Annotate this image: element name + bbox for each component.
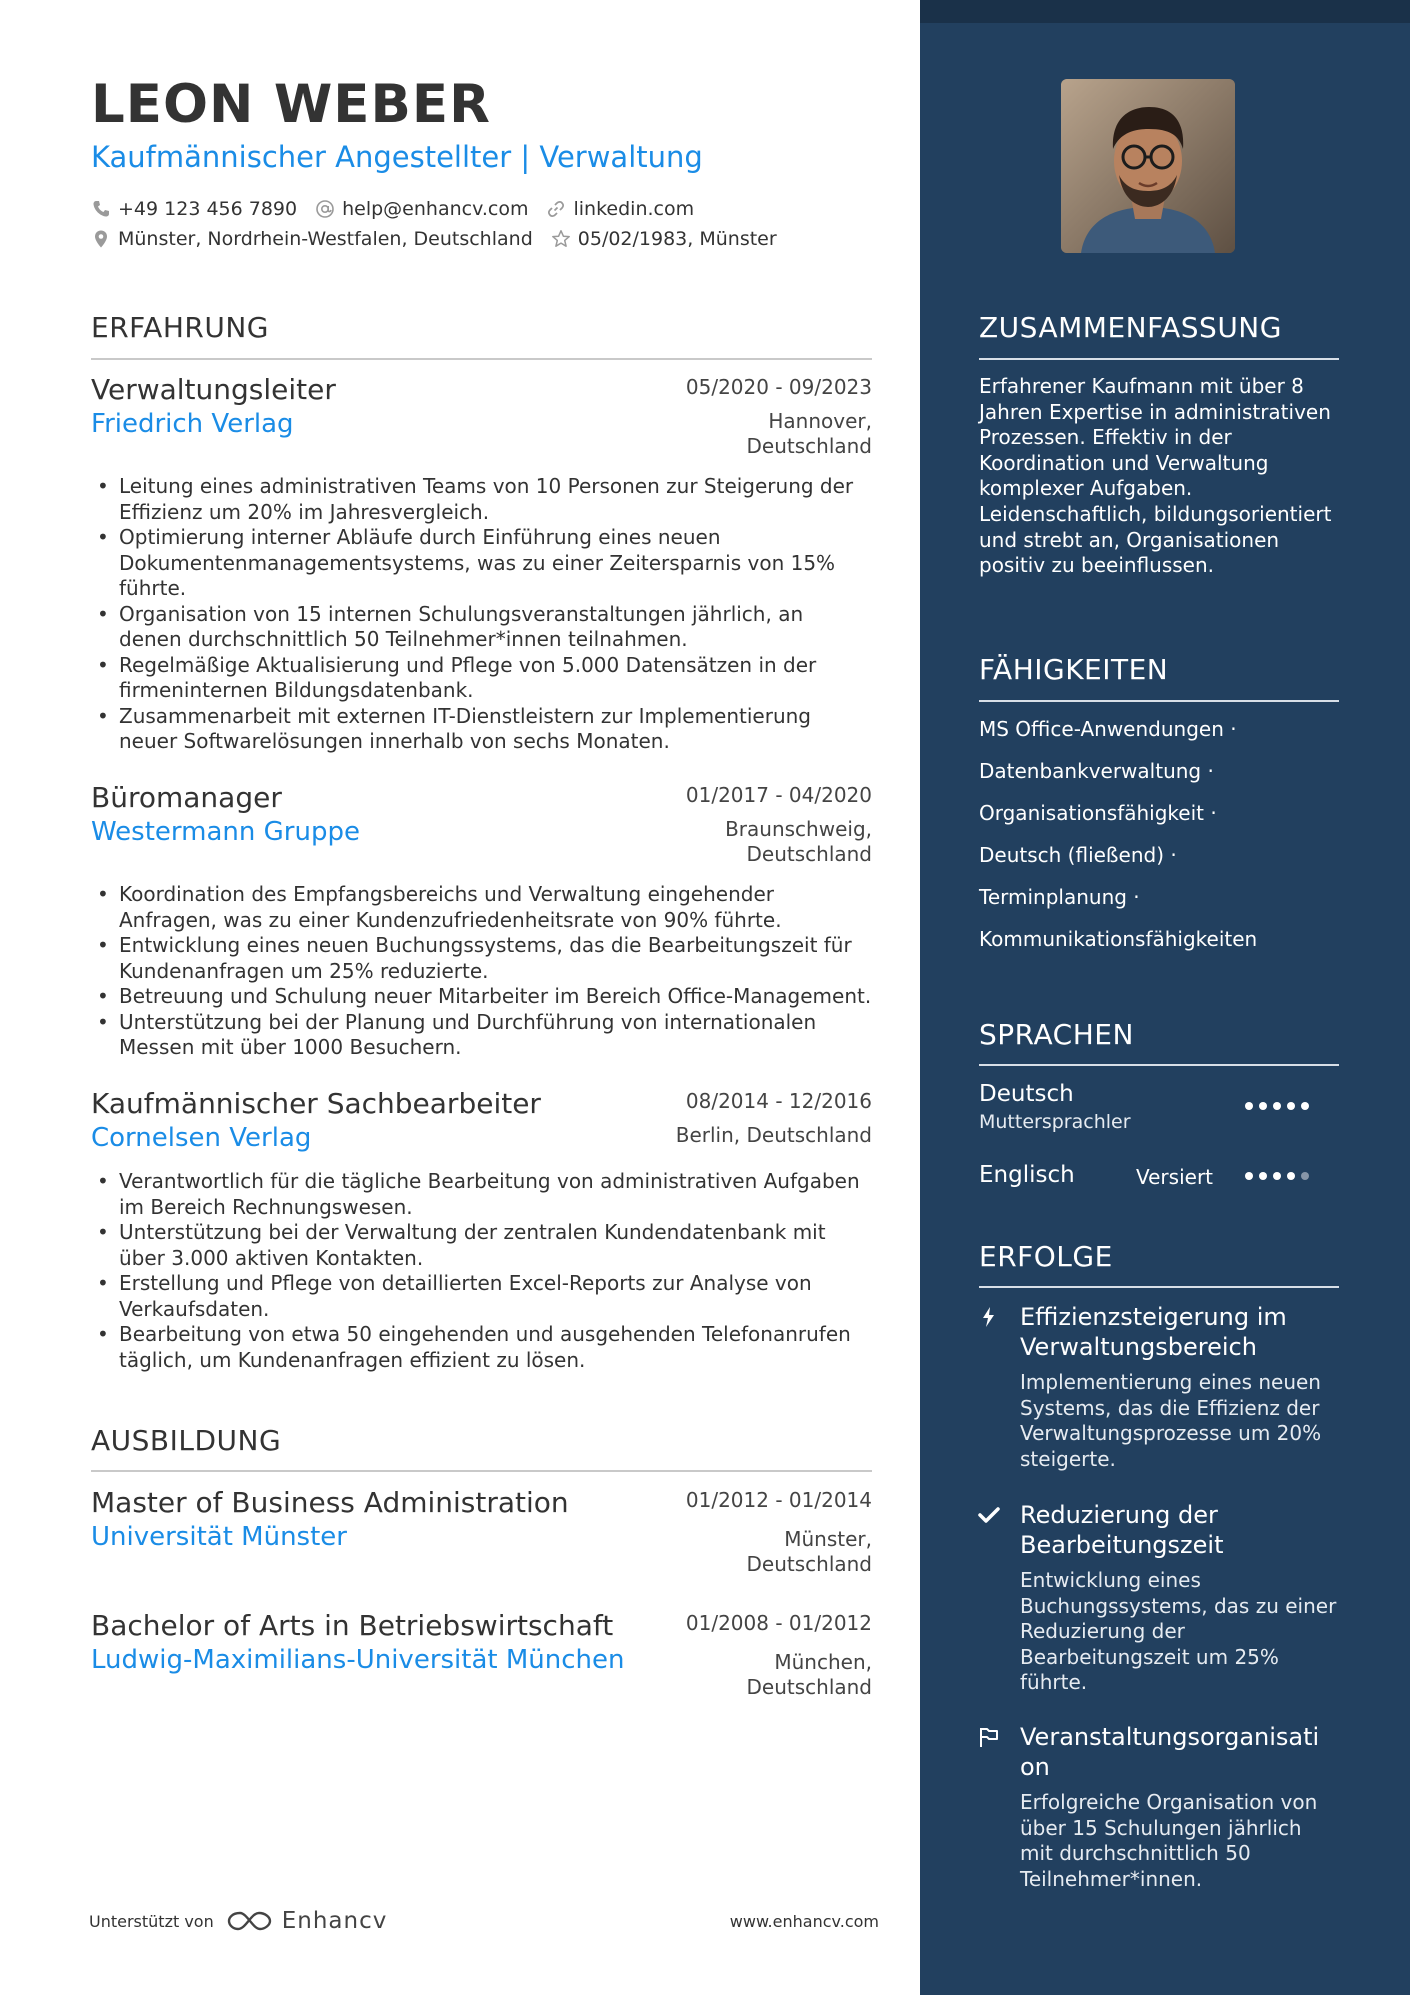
language-level: Muttersprachler [979,1111,1131,1133]
summary-divider [979,358,1339,360]
language-name: Englisch [979,1162,1075,1188]
rating-dot [1259,1172,1267,1180]
footer-url[interactable]: www.enhancv.com [729,1912,879,1931]
contact-birth [551,228,777,250]
link-icon [546,199,566,219]
star-icon [551,229,571,249]
bullet-item: • Organisation von 15 internen Schulungsveranstaltungen jährlich, an denen durchschnittlich 50 Teilnehmer*innen teilnahmen. [91,602,872,653]
brand-logo[interactable] [226,1908,388,1934]
school-name[interactable]: Universität Münster [91,1522,347,1552]
skill-item: Terminplanung · [979,885,1140,909]
job-title: Büromanager [91,781,282,814]
job-date: 08/2014 - 12/2016 [685,1089,872,1113]
bullet-item: • Optimierung interner Abläufe durch Einführung eines neuen Dokumentenmanagementsystems, was zu einer Zeitersparnis von 15% führte. [91,525,872,602]
education-entry [91,1609,872,1705]
achievement-text: Implementierung eines neuen Systems, das die Effizienz der Verwaltungsprozesse um 20% steigerte. [1020,1370,1322,1471]
achievements-title: ERFOLGE [979,1240,1113,1273]
education-date: 01/2012 - 01/2014 [685,1488,872,1512]
education-location-line1: München, [774,1650,872,1674]
achievement-title: Effizienzsteigerung im Verwaltungsbereich [1020,1303,1287,1361]
education-title: AUSBILDUNG [91,1424,282,1457]
bullet-item: • Erstellung und Pflege von detaillierten Excel-Reports zur Analyse von Verkaufsdaten. [91,1271,872,1322]
company-name[interactable]: Cornelsen Verlag [91,1123,312,1153]
education-location [747,1527,873,1577]
job-location-line1: Braunschweig, [725,817,872,841]
rating-dot [1273,1172,1281,1180]
candidate-role: Kaufmännischer Angestellter | Verwaltung [91,140,703,174]
achievements-divider [979,1286,1339,1288]
job-location-line1: Berlin, Deutschland [675,1123,872,1147]
brand-name: Enhancv [281,1908,388,1934]
birth-text: 05/02/1983, Münster [577,228,777,250]
education-location-line2: Deutschland [746,1675,872,1699]
job-location [676,1123,872,1148]
job-location-line1: Hannover, [768,409,872,433]
sidebar-top-bar [920,0,1410,23]
languages-divider [979,1064,1339,1066]
skill-item: Deutsch (fließend) · [979,843,1177,867]
profile-portrait-icon [1061,79,1235,253]
phone-icon [91,199,111,219]
language-level: Versiert [1136,1165,1214,1189]
job-title: Kaufmännischer Sachbearbeiter [91,1087,541,1120]
rating-dot [1301,1102,1309,1110]
enhancv-logo-icon [226,1909,274,1933]
contact-info [91,194,795,254]
contact-email[interactable] [315,198,528,220]
flag-icon [977,1725,1001,1749]
powered-by-label: Unterstützt von [89,1911,214,1931]
job-location [747,409,873,459]
school-name[interactable]: Ludwig-Maximilians-Universität München [91,1645,625,1675]
rating-dot [1287,1102,1295,1110]
education-location-line1: Münster, [784,1527,872,1551]
achievement-text: Entwicklung eines Buchungssystems, das zu einer Reduzierung der Bearbeitungszeit um 25% führte. [1020,1568,1337,1695]
skills-divider [979,700,1339,702]
job-entry [91,373,872,753]
experience-title: ERFAHRUNG [91,311,269,344]
footer [89,1900,879,1940]
job-location-line2: Deutschland [746,842,872,866]
bullet-item: • Bearbeitung von etwa 50 eingehenden und ausgehenden Telefonanrufen täglich, um Kundenanfragen effizient zu lösen. [91,1322,872,1373]
achievement-title: Veranstaltungsorganisati on [1020,1723,1320,1781]
education-divider [91,1470,872,1472]
bullet-item: • Unterstützung bei der Verwaltung der zentralen Kundendatenbank mit über 3.000 aktiven Kontakten. [91,1220,872,1271]
bullet-item: • Entwicklung eines neuen Buchungssystems, das die Bearbeitungszeit für Kundenanfragen um 25% reduzierte. [91,933,872,984]
language-rating [1245,1172,1315,1180]
rating-dot [1287,1172,1295,1180]
experience-divider [91,358,872,360]
at-icon [315,199,335,219]
languages-title: SPRACHEN [979,1018,1134,1051]
job-entry [91,1087,872,1372]
sidebar [920,0,1410,1995]
job-bullets [91,882,872,1061]
powered-by [89,1908,387,1934]
job-date: 01/2017 - 04/2020 [685,783,872,807]
profile-photo [1061,79,1235,253]
candidate-name: LEON WEBER [91,74,491,135]
rating-dot [1259,1102,1267,1110]
job-location-line2: Deutschland [746,434,872,458]
summary-text: Erfahrener Kaufmann mit über 8 Jahren Expertise in administrativen Prozessen. Effektiv in der Koordination und Verwaltung komplexer Aufgaben. Leidenschaftlich, bildungsorientiert und strebt an, Organisationen positiv zu beeinflussen. [979,374,1332,578]
location-pin-icon [91,229,111,249]
rating-dot [1301,1172,1309,1180]
achievement-text: Erfolgreiche Organisation von über 15 Schulungen jährlich mit durchschnittlich 50 Teilnehmer*innen. [1020,1790,1318,1891]
location-text: Münster, Nordrhein-Westfalen, Deutschland [118,228,533,250]
bullet-item: • Zusammenarbeit mit externen IT-Dienstleistern zur Implementierung neuer Softwarelösungen innerhalb von sechs Monaten. [91,704,872,755]
contact-linkedin[interactable] [546,198,694,220]
rating-dot [1273,1102,1281,1110]
achievement-title: Reduzierung der Bearbeitungszeit [1020,1501,1224,1559]
job-date: 05/2020 - 09/2023 [685,375,872,399]
summary-title: ZUSAMMENFASSUNG [979,311,1282,344]
education-date: 01/2008 - 01/2012 [685,1611,872,1635]
job-bullets [91,474,872,755]
company-name[interactable]: Westermann Gruppe [91,817,360,847]
language-rating [1245,1102,1315,1110]
job-title: Verwaltungsleiter [91,373,336,406]
degree-title: Bachelor of Arts in Betriebswirtschaft [91,1609,614,1642]
contact-phone[interactable] [91,198,297,220]
education-location [747,1650,873,1700]
education-location-line2: Deutschland [746,1552,872,1576]
bullet-item: • Betreuung und Schulung neuer Mitarbeiter im Bereich Office-Management. [91,984,872,1010]
linkedin-text: linkedin.com [573,198,695,220]
bullet-item: • Verantwortlich für die tägliche Bearbeitung von administrativen Aufgaben im Bereich Rechnungswesen. [91,1169,872,1220]
skill-item: MS Office-Anwendungen · [979,717,1237,741]
skill-item: Organisationsfähigkeit · [979,801,1217,825]
language-name: Deutsch [979,1081,1074,1107]
skills-title: FÄHIGKEITEN [979,653,1169,686]
checkmark-icon [977,1503,1001,1527]
education-entry [91,1486,872,1582]
job-bullets [91,1169,872,1373]
skill-item: Kommunikationsfähigkeiten [979,927,1258,951]
skill-item: Datenbankverwaltung · [979,759,1214,783]
job-entry [91,781,872,1059]
email-text: help@enhancv.com [342,198,529,220]
rating-dot [1245,1172,1253,1180]
job-location [725,817,872,867]
bullet-item: • Koordination des Empfangsbereichs und Verwaltung eingehender Anfragen, was zu einer Kundenzufriedenheitsrate von 90% führte. [91,882,872,933]
bullet-item: • Leitung eines administrativen Teams von 10 Personen zur Steigerung der Effizienz um 20% im Jahresvergleich. [91,474,872,525]
bullet-item: • Unterstützung bei der Planung und Durchführung von internationalen Messen mit über 1000 Besuchern. [91,1010,872,1061]
degree-title: Master of Business Administration [91,1486,569,1519]
phone-text: +49 123 456 7890 [118,198,298,220]
rating-dot [1245,1102,1253,1110]
lightning-icon [977,1305,1001,1329]
bullet-item: • Regelmäßige Aktualisierung und Pflege von 5.000 Datensätzen in der firmeninternen Bildungsdatenbank. [91,653,872,704]
company-name[interactable]: Friedrich Verlag [91,409,294,439]
contact-location [91,228,533,250]
